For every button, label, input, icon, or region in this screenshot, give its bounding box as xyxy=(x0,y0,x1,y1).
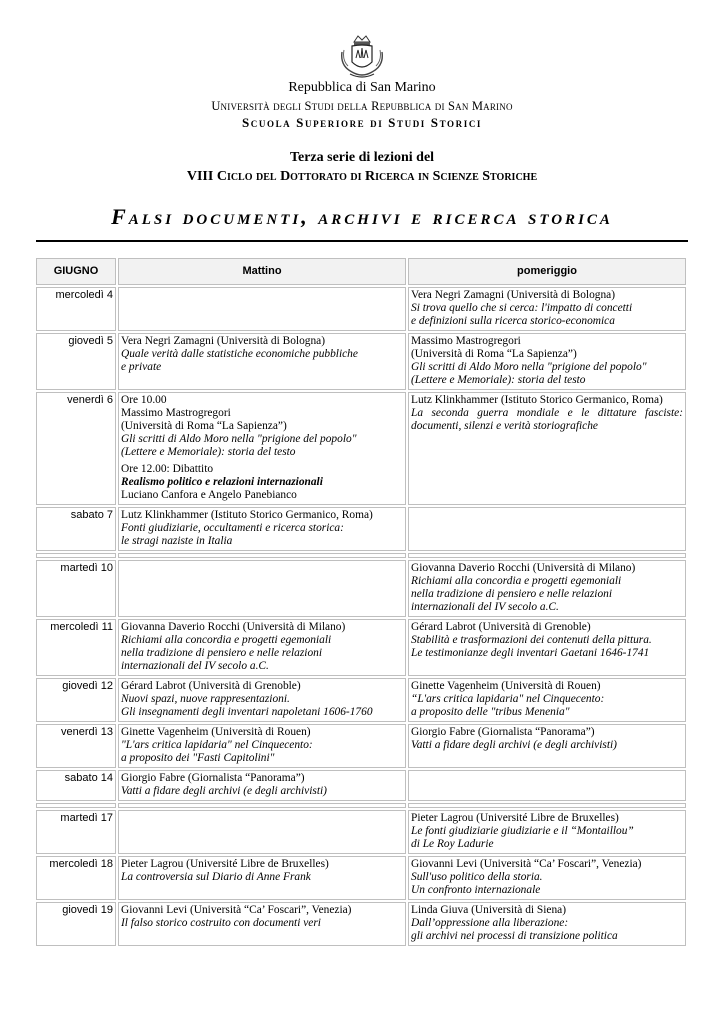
column-header-afternoon: pomeriggio xyxy=(408,258,686,285)
table-row xyxy=(36,770,686,801)
speaker-line: Gérard Labrot (Università di Grenoble) xyxy=(121,680,301,692)
lecture-title: internazionali del IV secolo a.C. xyxy=(121,660,269,672)
table-row xyxy=(36,507,686,551)
morning-cell xyxy=(118,560,406,617)
lecture-title: Sull'uso politico della storia. xyxy=(411,871,543,883)
lecture-title: Stabilità e trasformazioni dei contenuti della pittura. xyxy=(411,634,652,646)
column-header-month: GIUGNO xyxy=(36,258,116,285)
speaker-line: (Università di Roma “La Sapienza”) xyxy=(121,420,287,432)
lecture-title: Gli scritti di Aldo Moro nella "prigione del popolo" xyxy=(411,361,647,373)
day-cell: venerdì 13 xyxy=(36,724,116,768)
lecture-title: Quale verità dalle statistiche economiche pubbliche xyxy=(121,348,358,360)
speaker-line: Linda Giuva (Università di Siena) xyxy=(411,904,566,916)
separator-cell xyxy=(36,803,116,808)
lecture-title: (Lettere e Memoriale): storia del testo xyxy=(411,374,586,386)
table-row xyxy=(36,619,686,676)
lecture-title: Vatti a fidare degli archivi (e degli archivisti) xyxy=(121,785,327,797)
table-header-row xyxy=(36,258,686,285)
morning-cell xyxy=(118,856,406,900)
week-separator-row xyxy=(36,553,686,558)
lecture-title: a proposito delle "tribus Menenia" xyxy=(411,706,570,718)
table-row xyxy=(36,810,686,854)
lecture-title: La seconda guerra mondiale e le dittature fasciste: documenti, silenzi e verità storiografiche xyxy=(411,407,683,432)
speaker-line: Massimo Mastrogregori xyxy=(121,407,231,419)
document-title: Falsi documenti, archivi e ricerca storica xyxy=(111,204,613,229)
speaker-line: Giorgio Fabre (Giornalista “Panorama”) xyxy=(121,772,305,784)
lecture-title: Dall’oppressione alla liberazione: xyxy=(411,917,569,929)
speaker-line: Ore 12.00: Dibattito xyxy=(121,463,214,475)
afternoon-cell xyxy=(408,619,686,676)
afternoon-cell xyxy=(408,856,686,900)
speaker-line: Ore 10.00 xyxy=(121,394,167,406)
day-cell: venerdì 6 xyxy=(36,392,116,505)
morning-cell xyxy=(118,810,406,854)
speaker-line: Pieter Lagrou (Université Libre de Bruxelles) xyxy=(411,812,619,824)
day-cell: sabato 14 xyxy=(36,770,116,801)
afternoon-cell xyxy=(408,678,686,722)
afternoon-cell xyxy=(408,560,686,617)
day-cell: martedì 10 xyxy=(36,560,116,617)
day-cell: giovedì 12 xyxy=(36,678,116,722)
afternoon-cell xyxy=(408,333,686,390)
lecture-title: (Lettere e Memoriale): storia del testo xyxy=(121,446,296,458)
morning-cell xyxy=(118,770,406,801)
lecture-title: “L'ars critica lapidaria" nel Cinquecento: xyxy=(411,693,605,705)
lecture-title: Richiami alla concordia e progetti egemoniali xyxy=(411,575,622,587)
day-cell: giovedì 5 xyxy=(36,333,116,390)
morning-cell xyxy=(118,678,406,722)
day-cell: giovedì 19 xyxy=(36,902,116,946)
table-row xyxy=(36,333,686,390)
separator-cell xyxy=(408,803,686,808)
lecture-title: a proposito dei "Fasti Capitolini" xyxy=(121,752,275,764)
afternoon-cell xyxy=(408,507,686,551)
lecture-title: le stragi naziste in Italia xyxy=(121,535,233,547)
column-header-morning: Mattino xyxy=(118,258,406,285)
speaker-line: Massimo Mastrogregori xyxy=(411,335,521,347)
speaker-line: Giovanni Levi (Università “Ca’ Foscari”, Venezia) xyxy=(411,858,642,870)
lecture-title: Le testimonianze degli inventari Gaetani 1646-1741 xyxy=(411,647,650,659)
morning-cell xyxy=(118,902,406,946)
lecture-title: internazionali del IV secolo a.C. xyxy=(411,601,559,613)
morning-cell xyxy=(118,333,406,390)
separator-cell xyxy=(408,553,686,558)
separator-cell xyxy=(118,803,406,808)
day-cell: martedì 17 xyxy=(36,810,116,854)
speaker-line: Giovanna Daverio Rocchi (Università di Milano) xyxy=(121,621,346,633)
speaker-line: Lutz Klinkhammer (Istituto Storico Germanico, Roma) xyxy=(121,509,373,521)
lecture-title: Gli insegnamenti degli inventari napoletani 1606-1760 xyxy=(121,706,373,718)
lecture-title: Gli scritti di Aldo Moro nella "prigione del popolo" xyxy=(121,433,357,445)
morning-cell xyxy=(118,724,406,768)
speaker-line: Ginette Vagenheim (Università di Rouen) xyxy=(411,680,601,692)
afternoon-cell xyxy=(408,810,686,854)
lecture-title: nella tradizione di pensiero e nelle relazioni xyxy=(121,647,322,659)
debate-title: Realismo politico e relazioni internazionali xyxy=(121,476,323,488)
lecture-title: Richiami alla concordia e progetti egemoniali xyxy=(121,634,332,646)
speaker-line: Vera Negri Zamagni (Università di Bologna) xyxy=(411,289,616,301)
morning-cell xyxy=(118,619,406,676)
speaker-line: Giovanni Levi (Università “Ca’ Foscari”, Venezia) xyxy=(121,904,352,916)
speaker-line: Vera Negri Zamagni (Università di Bologna) xyxy=(121,335,326,347)
speaker-line: Giovanna Daverio Rocchi (Università di Milano) xyxy=(411,562,636,574)
morning-cell xyxy=(118,507,406,551)
separator-cell xyxy=(36,553,116,558)
afternoon-cell xyxy=(408,770,686,801)
lecture-title: Si trova quello che si cerca: l'impatto di concetti xyxy=(411,302,633,314)
title-underline xyxy=(36,240,688,242)
table-row xyxy=(36,287,686,331)
lecture-title: e definizioni sulla ricerca storico-economica xyxy=(411,315,615,327)
schedule-table xyxy=(34,256,688,948)
lecture-title: "L'ars critica lapidaria" nel Cinquecento: xyxy=(121,739,313,751)
morning-cell xyxy=(118,392,406,505)
lecture-title: Nuovi spazi, nuove rappresentazioni. xyxy=(121,693,290,705)
table-row xyxy=(36,856,686,900)
speaker-line: Gérard Labrot (Università di Grenoble) xyxy=(411,621,591,633)
lecture-title: La controversia sul Diario di Anne Frank xyxy=(121,871,311,883)
lecture-title: Un confronto internazionale xyxy=(411,884,541,896)
lecture-title: e private xyxy=(121,361,162,373)
table-row xyxy=(36,902,686,946)
afternoon-cell xyxy=(408,902,686,946)
lecture-title: di Le Roy Ladurie xyxy=(411,838,494,850)
table-row xyxy=(36,678,686,722)
lecture-title: nella tradizione di pensiero e nelle relazioni xyxy=(411,588,612,600)
speaker-line: Pieter Lagrou (Université Libre de Bruxelles) xyxy=(121,858,329,870)
san-marino-crest-icon xyxy=(336,34,388,82)
day-cell: mercoledì 11 xyxy=(36,619,116,676)
afternoon-cell xyxy=(408,392,686,505)
afternoon-cell xyxy=(408,287,686,331)
series-line: Terza serie di lezioni del xyxy=(289,150,435,165)
speaker-line: Ginette Vagenheim (Università di Rouen) xyxy=(121,726,311,738)
afternoon-cell xyxy=(408,724,686,768)
school-name: Scuola Superiore di Studi Storici xyxy=(241,115,483,130)
separator-cell xyxy=(118,553,406,558)
table-row xyxy=(36,724,686,768)
week-separator-row xyxy=(36,803,686,808)
table-row xyxy=(36,560,686,617)
day-cell: mercoledì 18 xyxy=(36,856,116,900)
table-row xyxy=(36,392,686,505)
lecture-title: Vatti a fidare degli archivi (e degli archivisti) xyxy=(411,739,617,751)
lecture-title: gli archivi nei processi di transizione politica xyxy=(411,930,618,942)
speaker-line: Lutz Klinkhammer (Istituto Storico Germanico, Roma) xyxy=(411,394,663,406)
day-cell: sabato 7 xyxy=(36,507,116,551)
morning-cell xyxy=(118,287,406,331)
university-name: Università degli Studi della Repubblica di San Marino xyxy=(211,99,513,113)
speaker-line: Giorgio Fabre (Giornalista “Panorama”) xyxy=(411,726,595,738)
republic-name: Repubblica di San Marino xyxy=(288,80,436,95)
cycle-line: VIII Ciclo del Dottorato di Ricerca in Scienze Storiche xyxy=(186,169,538,184)
lecture-title: Il falso storico costruito con documenti veri xyxy=(121,917,321,929)
lecture-title: Le fonti giudiziarie giudiziarie e il “Montaillou” xyxy=(411,825,634,837)
speaker-line: Luciano Canfora e Angelo Panebianco xyxy=(121,489,297,501)
day-cell: mercoledì 4 xyxy=(36,287,116,331)
lecture-title: Fonti giudiziarie, occultamenti e ricerca storica: xyxy=(121,522,344,534)
speaker-line: (Università di Roma “La Sapienza”) xyxy=(411,348,577,360)
